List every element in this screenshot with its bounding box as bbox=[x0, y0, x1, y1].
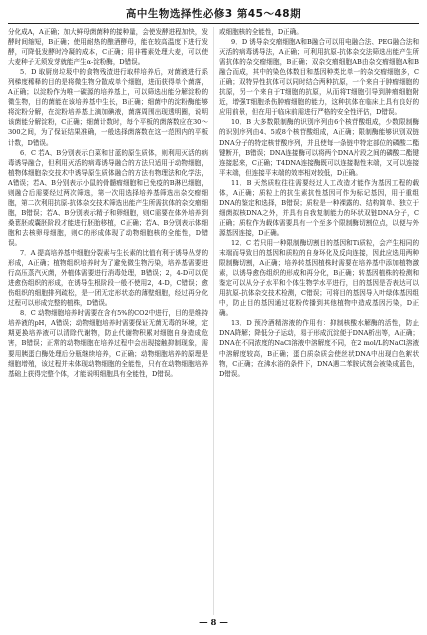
paragraph: 6．C 若A、B分别表示白菜和甘蓝的原生质体，则利用灭活的病毒诱导融合，但利用灭活的病毒诱导融合的方法只适用于动物细胞，植物体细胞杂交技术中诱导原生质体融合的方法有物理法和化学法，A错误；若A、B分别表示小鼠的骨髓瘤细胞和已免疫的B淋巴细胞，则融合后需要经过两次筛选，第一次用选择培养基筛选出杂交瘤细胞，第二次利用抗原-抗体杂交技术筛选出能产生所需抗体的杂交瘤细胞，B错误；若A、B分别表示精子和卵细胞，则C需要在体外培养到桑葚胚或囊胚阶段才能进行胚胎移植，C正确；若A、B分别表示体细胞和去核卵母细胞，则C的形成体现了动物细胞核的全能性，D错误。 bbox=[8, 148, 208, 247]
paragraph: 8．C 动物细胞培养时需要在含有5%的CO2中进行，目的是维持培养液的pH，A错误；动物细胞培养时需要保证无菌无毒的环境，定期更换培养液可以清除代谢物，防止代谢物积累对细胞自身造成危害，B错误；正常的动物细胞在培养过程中会出现接触抑制现象，需要用胰蛋白酶处理后分瓶继续培养，C正确；动物细胞培养的原理是细胞增殖，该过程并未体现动物细胞的全能性，只有在动物细胞培养基础上获得完整个体，才能说明细胞具有全能性，D错误。 bbox=[8, 309, 208, 378]
paragraph: 9．D 诱导杂交瘤细胞A和B融合可以用电融合法、PEG融合法和灭活的病毒诱导法，A正确；可利用抗原-抗体杂交法筛选出能产生所需抗体的杂交瘤细胞，B正确；双杂交瘤细胞AB由杂交瘤细胞A和B融合而成，其中的染色体数目和基因种类比单一的杂交瘤细胞多，C正确；双特异性抗体可以同时结合两种抗原，一个来自于肿瘤细胞的抗原，另一个来自于T细胞的抗原，从而将T细胞引导到肿瘤细胞附近，增强T细胞杀伤肿瘤细胞的能力，这种抗体在临床上具有良好的应用前景，但在用于临床前需进行严格的安全性评估，D错误。 bbox=[219, 38, 419, 117]
page-number: — 8 — bbox=[199, 618, 228, 628]
paragraph: 10．B 大多数限制酶的识别序列由6个核苷酸组成，少数限制酶的识别序列由4、5或8个核苷酸组成，A正确；限制酶能够识别双链DNA分子的特定核苷酸序列，并且使每一条链中特定部位的磷酸二酯键断开，B错误；DNA连接酶可以将两个DNA片段之间的磷酸二酯键连接起来，C正确；T4DNA连接酶既可以连接黏性末端，又可以连接平末端，但连接平末端的效率相对较低，D正确。 bbox=[219, 118, 419, 177]
paragraph: 12．C 若只用一种限制酶切割目的基因和Ti质粒，会产生相同的末端而导致目的基因和质粒的自身环化及反向连接，因此应选用两种限制酶切割，A正确；培养转基因植株时需要在培养基中添加植物激素，以诱导愈伤组织的形成和再分化，B正确；转基因植株的检测和鉴定可以从分子水平和个体生物学水平进行，目的基因是否表达可以用抗原-抗体杂交技术检测，C错误；可将目的基因导入叶绿体基因组中，防止目的基因通过花粉传播到其他植物中造成基因污染，D正确。 bbox=[219, 238, 419, 318]
page-title: 高中生物选择性必修3 第45～48期 bbox=[125, 8, 302, 20]
column-divider bbox=[213, 27, 214, 615]
left-column bbox=[8, 27, 208, 615]
paragraph: 13．D 预冷酒精溶液的作用有：抑制核酸水解酶的活性，防止DNA降解；降低分子运动，易于形成沉淀便于DNA析出等，A正确；DNA在不同浓度的NaCl溶液中溶解度不同，在2 mol/L的NaCl溶液中溶解度较高，B正确；蛋白质杂质会使丝状DNA中出现白色絮状物，C正确；在沸水浴的条件下，DNA遇二苯胺试剂会被染成蓝色，D错误。 bbox=[219, 319, 419, 378]
paragraph: 分化成A，A正确；加大鲜母菌菌种的接种量，会使发酵进程加快，发酵时间缩短，B正确；使用耐热的酿酒酵母，能在较高温度下进行发酵，可降低发酵时冷凝的成本，C正确；用非霉素处理大麦，可以使大麦种子无须发芽就能产生α-淀粉酶，D错误。 bbox=[8, 28, 208, 67]
paragraph: 11．B 天然质粒往往需要经过人工改造才能作为基因工程的载体，A正确；质粒上的抗生素抗性基因可作为标记基因，用于重组DNA的鉴定和选择，B错误；质粒是一种裸露的、结构简单、独立于细菌拟核DNA之外，并具有自我复制能力的环状双链DNA分子，C正确；质粒作为载体需要具有一个至多个限制酶切割位点，以便与外源基因连接，D正确。 bbox=[219, 178, 419, 237]
right-column bbox=[219, 27, 419, 615]
page-header bbox=[8, 5, 419, 24]
paragraph: 或细胞核的全能性，D正确。 bbox=[219, 28, 303, 36]
paragraph: 5．D 取厨房垃圾中的食物残渣进行取样培养后，对菌液进行系列梯度稀释的目的是将微生物分散成单个细胞，进而获得单个菌落，A正确；以淀粉作为唯一碳源的培养基上，可以筛选出能分解淀粉的微生物，目的菌能在该培养基中生长，B正确；细菌中的淀粉酶能够将淀粉分解，在淀粉培养基上滴加碘液，菌落周围出现透明圈，说明该菌能分解淀粉，C正确；细菌计数时，每个平板的菌落数应在30～300之间，为了保证结果准确，一般选择菌落数在这一范围内的平板计数，D错误。 bbox=[8, 68, 208, 147]
paragraph: 7．A 提高培养基中细胞分裂素与生长素的比值有利于诱导丛芽的形成，A正确；植物组织培养时为了避免微生物污染，培养基需要进行高压蒸汽灭菌，外植体需要进行消毒处理，B错误；2，4-D可以促进愈伤组织的形成，在诱导生根阶段一般不使用2，4-D，C错误；愈伤组织的细胞排列疏松，是一团无定形状态的薄壁细胞，经过再分化过程可以形成完整的植株，D错误。 bbox=[8, 249, 208, 308]
